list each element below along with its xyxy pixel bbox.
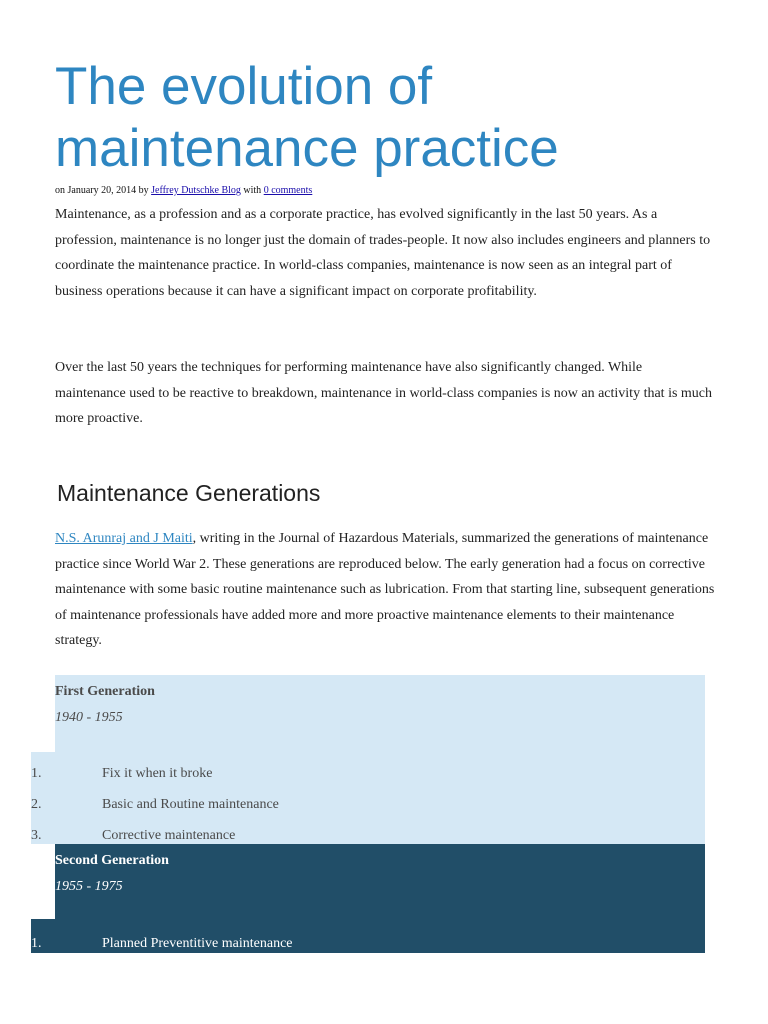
second-generation-title: Second Generation: [55, 853, 169, 868]
article-byline: [55, 184, 312, 198]
generations-intro-paragraph: [55, 526, 715, 654]
list-item-number: 2.: [31, 797, 42, 812]
second-generation-years: 1955 - 1975: [55, 879, 123, 894]
first-generation-title: First Generation: [55, 684, 155, 699]
list-item-number: 1.: [31, 936, 42, 951]
article-title: The evolution of maintenance practice: [55, 57, 559, 178]
author-link[interactable]: Jeffrey Dutschke Blog: [151, 185, 241, 196]
list-item: Planned Preventitive maintenance: [102, 936, 293, 951]
byline-date: on January 20, 2014 by: [55, 185, 152, 196]
byline-with: with: [240, 185, 264, 196]
list-item: Fix it when it broke: [102, 766, 213, 781]
comments-link[interactable]: 0 comments: [263, 185, 313, 196]
first-generation-years: 1940 - 1955: [55, 710, 123, 725]
list-item-number: 1.: [31, 766, 42, 781]
intro-paragraph: Maintenance, as a profession and as a corporate practice, has evolved significantly in the last 50 years. As a profession, maintenance is no longer just the domain of trades-people. It now also includes engineers and planners to coordinate the maintenance practice. In world-class companies, maintenance is now seen as an integral part of business operations because it can have a significant impact on corporate profitability.: [55, 207, 711, 299]
list-item: Corrective maintenance: [102, 828, 236, 843]
section-heading: Maintenance Generations: [57, 480, 321, 506]
generations-intro-text: , writing in the Journal of Hazardous Materials, summarized the generations of maintenance practice since World War 2. These generations are reproduced below. The early generation had a focus on corrective maintenance with some basic routine maintenance such as lubrication. From that starting line, subsequent generations of maintenance professionals have added more and more proactive maintenance elements to their maintenance strategy.: [55, 531, 715, 648]
source-authors-link[interactable]: N.S. Arunraj and J Maiti: [55, 531, 193, 546]
list-item-number: 3.: [31, 828, 42, 843]
list-item: Basic and Routine maintenance: [102, 797, 279, 812]
techniques-paragraph: Over the last 50 years the techniques for performing maintenance have also significantly changed. While maintenance used to be reactive to breakdown, maintenance in world-class companies is now an activity that is much more proactive.: [55, 360, 713, 426]
